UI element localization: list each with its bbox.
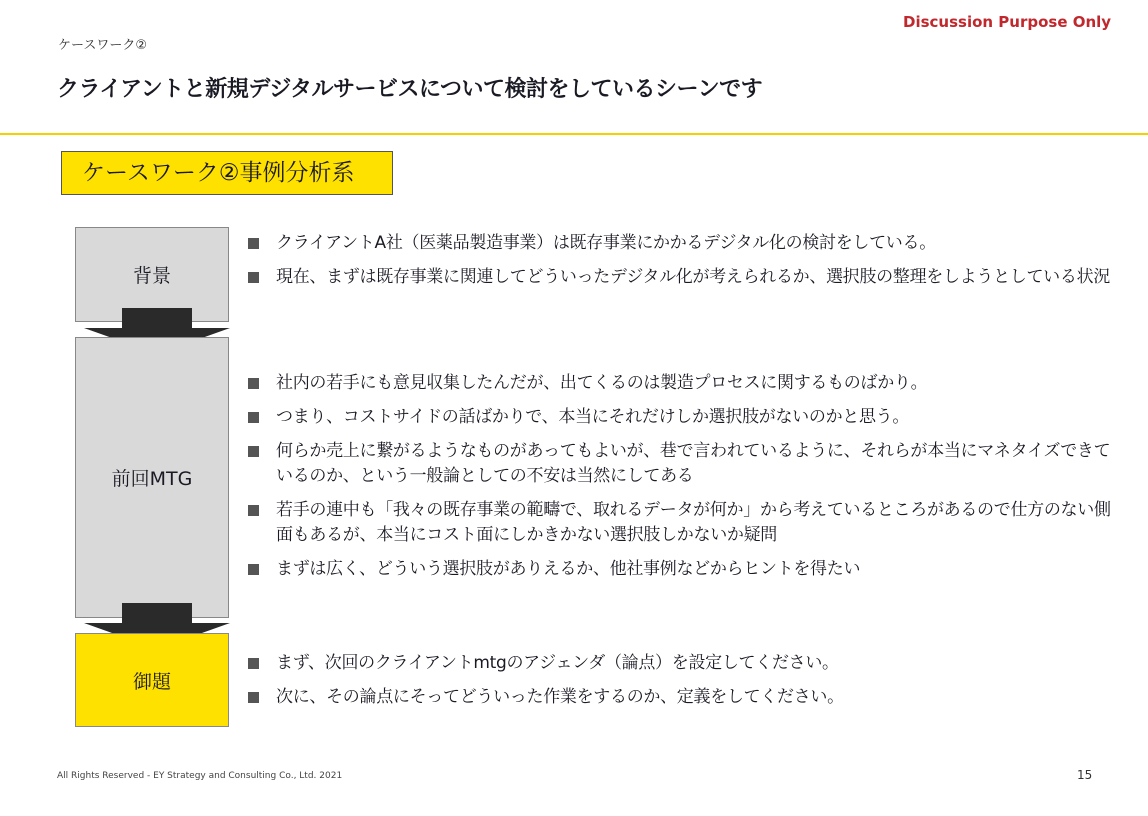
discussion-purpose-tag: Discussion Purpose Only (903, 13, 1112, 31)
copyright-footer: All Rights Reserved - EY Strategy and Consulting Co., Ltd. 2021 (57, 771, 343, 781)
bullet-square-icon (248, 505, 259, 516)
section-title-box: ケースワーク②事例分析系 (61, 151, 393, 195)
bullet-square-icon (248, 272, 259, 283)
stage-assignment-box (75, 633, 229, 727)
bullet-square-icon (248, 238, 259, 249)
previous-mtg-bullet-list (246, 371, 1116, 591)
bullet-square-icon (248, 658, 259, 669)
list-item: まずは広く、どういう選択肢がありえるか、他社事例などからヒントを得たい (246, 557, 1116, 582)
assignment-bullet-list (246, 651, 1116, 719)
stage-background-label: 背景 (132, 265, 171, 287)
stage-previous-mtg-box (75, 337, 229, 618)
list-item: 現在、まずは既存事業に関連してどういったデジタル化が考えられるか、選択肢の整理をしようとしている状況 (246, 265, 1116, 290)
slide-headline: クライアントと新規デジタルサービスについて検討をしているシーンです (57, 77, 763, 102)
list-item: 次に、その論点にそってどういった作業をするのか、定義をしてください。 (246, 685, 1116, 710)
header-divider (0, 133, 1148, 135)
bullet-square-icon (248, 446, 259, 457)
bullet-square-icon (248, 412, 259, 423)
list-item: つまり、コストサイドの話ばかりで、本当にそれだけしか選択肢がないのかと思う。 (246, 405, 1116, 430)
bullet-square-icon (248, 378, 259, 389)
list-item: まず、次回のクライアントmtgのアジェンダ（論点）を設定してください。 (246, 651, 1116, 676)
slide-kicker: ケースワーク② (58, 38, 148, 53)
stage-previous-mtg-label: 前回MTG (111, 468, 193, 490)
page-number: 15 (1077, 768, 1093, 782)
background-bullet-list (246, 231, 1116, 299)
stage-assignment-label: 御題 (132, 670, 171, 693)
bullet-square-icon (248, 564, 259, 575)
list-item: 若手の連中も「我々の既存事業の範疇で、取れるデータが何か」から考えているところがあるので仕方のない側面もあるが、本当にコスト面にしかきかない選択肢しかないか疑問 (246, 498, 1116, 548)
list-item: 社内の若手にも意見収集したんだが、出てくるのは製造プロセスに関するものばかり。 (246, 371, 1116, 396)
list-item: 何らか売上に繋がるようなものがあってもよいが、巷で言われているように、それらが本当にマネタイズできているのか、という一般論としての不安は当然にしてある (246, 439, 1116, 489)
list-item: クライアントA社（医薬品製造事業）は既存事業にかかるデジタル化の検討をしている。 (246, 231, 1116, 256)
bullet-square-icon (248, 692, 259, 703)
